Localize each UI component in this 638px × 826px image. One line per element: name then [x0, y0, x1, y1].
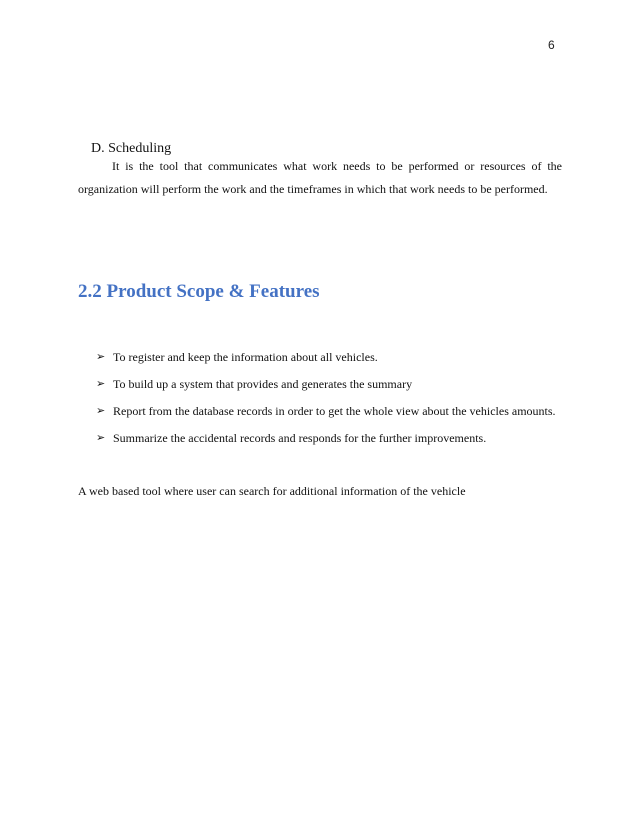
- arrow-bullet-icon: ➢: [96, 378, 106, 390]
- closing-sentence: A web based tool where user can search for additional information of the vehicle: [78, 484, 466, 498]
- page-number: 6: [548, 38, 555, 52]
- list-item-text: Report from the database records in order to get the whole view about the vehicles amounts.: [113, 404, 556, 418]
- features-list: [96, 348, 556, 456]
- list-item: [96, 375, 556, 393]
- scheduling-heading: D. Scheduling: [91, 141, 172, 156]
- scheduling-paragraph: It is the tool that communicates what work needs to be performed or resources of the organization will perform the work and the timeframes in which that work needs to be performed.: [78, 159, 562, 196]
- list-item-text: Summarize the accidental records and responds for the further improvements.: [113, 431, 487, 445]
- list-item-text: To register and keep the information about all vehicles.: [113, 350, 378, 364]
- arrow-bullet-icon: ➢: [96, 405, 106, 417]
- arrow-bullet-icon: ➢: [96, 432, 106, 444]
- list-item: [96, 348, 556, 366]
- list-item: [96, 402, 556, 420]
- list-item-text: To build up a system that provides and generates the summary: [113, 377, 413, 391]
- list-item: [96, 429, 556, 447]
- arrow-bullet-icon: ➢: [96, 351, 106, 363]
- product-scope-heading: 2.2 Product Scope & Features: [78, 281, 320, 302]
